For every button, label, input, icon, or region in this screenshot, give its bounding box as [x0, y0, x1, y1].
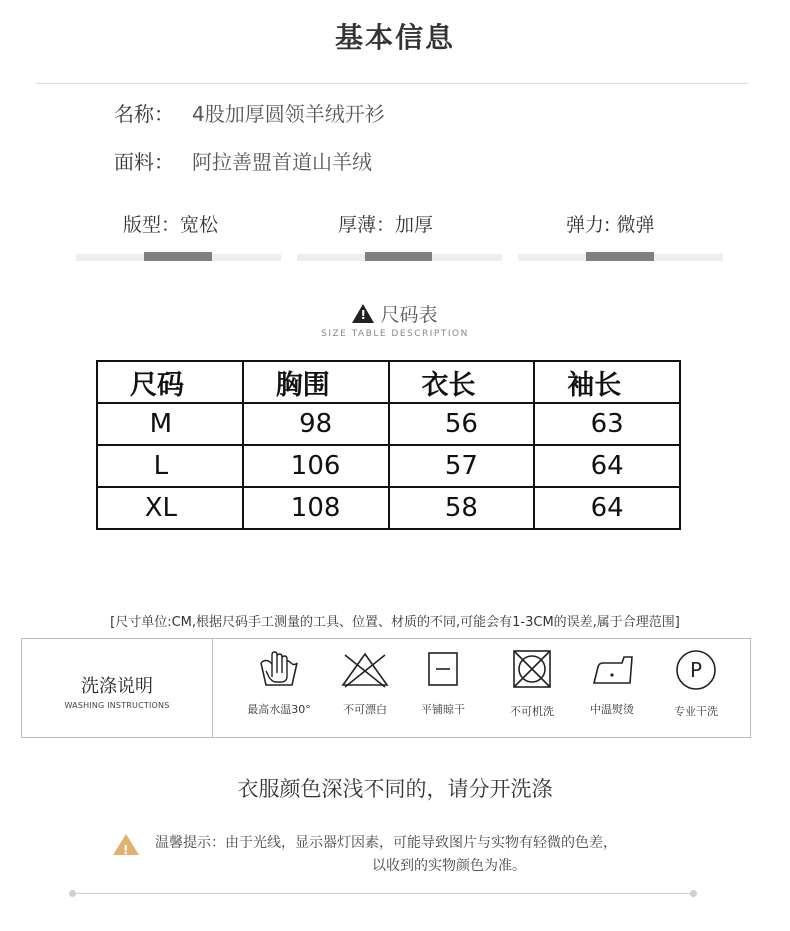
washing-instructions-panel — [21, 638, 751, 738]
table-row — [97, 403, 680, 445]
measurement-note: [尺寸单位:CM,根据尺码手工测量的工具、位置、材质的不同,可能会有1-3CM的误差,属于合理范围] — [110, 615, 680, 630]
hand-wash-icon — [257, 649, 301, 689]
cell-size: XL — [97, 487, 243, 529]
fit-scale-marker — [144, 252, 212, 261]
cell-length: 58 — [389, 487, 535, 529]
tip-line-2: 以收到的实物颜色为准。 — [372, 858, 526, 874]
header-length: 衣长 — [389, 361, 535, 403]
fabric-label: 面料： — [114, 150, 174, 174]
size-table — [96, 360, 681, 530]
header-chest: 胸围 — [243, 361, 389, 403]
cell-length: 57 — [389, 445, 535, 487]
cell-sleeve: 63 — [534, 403, 680, 445]
table-row — [97, 445, 680, 487]
info-name-row — [114, 98, 385, 127]
wash-item-no-bleach — [320, 649, 410, 717]
wash-item-label: 最高水温30° — [247, 703, 311, 716]
cell-size: M — [97, 403, 243, 445]
washing-title: 洗涤说明 — [81, 676, 153, 697]
cell-length: 56 — [389, 403, 535, 445]
iron-medium-icon — [586, 649, 638, 689]
thickness-attribute: 厚薄：加厚 — [338, 214, 434, 236]
cell-chest: 108 — [243, 487, 389, 529]
wash-item-dry-flat — [398, 649, 488, 717]
fabric-value: 阿拉善盟首道山羊绒 — [192, 150, 372, 174]
info-fabric-row — [114, 146, 372, 175]
table-row — [97, 487, 680, 529]
wash-item-dry-clean — [651, 649, 741, 719]
thickness-scale-marker — [365, 252, 432, 261]
divider-dot-right — [690, 890, 697, 897]
size-table-subtitle: SIZE TABLE DESCRIPTION — [321, 329, 469, 339]
table-header-row — [97, 361, 680, 403]
cell-sleeve: 64 — [534, 487, 680, 529]
tip-line-1: 温馨提示：由于光线，显示器灯因素，可能导致图片与实物有轻微的色差， — [155, 835, 617, 851]
washing-subtitle: WASHING INSTRUCTIONS — [64, 701, 170, 710]
header-size: 尺码 — [97, 361, 243, 403]
no-bleach-icon — [339, 649, 391, 689]
size-table-heading — [0, 300, 790, 339]
warning-icon — [352, 304, 374, 323]
name-label: 名称： — [114, 102, 174, 126]
wash-item-label: 专业干洗 — [674, 705, 718, 718]
no-machine-wash-icon — [510, 649, 554, 691]
caution-icon — [113, 834, 139, 855]
wash-item-iron-medium — [567, 649, 657, 717]
header-sleeve: 袖长 — [534, 361, 680, 403]
tip-text — [155, 832, 617, 878]
name-value: 4股加厚圆领羊绒开衫 — [192, 102, 385, 126]
title-divider — [36, 83, 748, 84]
wash-item-label: 中温熨烫 — [590, 703, 634, 716]
stretch-attribute: 弹力: 微弹 — [566, 214, 655, 236]
divider-dot-left — [69, 890, 76, 897]
bottom-divider — [73, 893, 693, 894]
wash-item-no-machine-wash — [487, 649, 577, 719]
washing-title-block — [22, 639, 213, 737]
cell-chest: 98 — [243, 403, 389, 445]
cell-size: L — [97, 445, 243, 487]
fit-attribute: 版型：宽松 — [123, 214, 219, 236]
cell-chest: 106 — [243, 445, 389, 487]
page-title: 基本信息 — [334, 21, 455, 54]
wash-item-label: 平铺晾干 — [421, 703, 465, 716]
wash-item-hand-wash — [234, 649, 324, 717]
cell-sleeve: 64 — [534, 445, 680, 487]
svg-text:P: P — [689, 658, 703, 682]
wash-item-label: 不可机洗 — [510, 705, 554, 718]
color-wash-note: 衣服颜色深浅不同的，请分开洗涤 — [237, 777, 553, 801]
dry-flat-icon — [423, 649, 463, 689]
size-table-title: 尺码表 — [380, 304, 438, 326]
stretch-scale-marker — [586, 252, 654, 261]
dry-clean-icon — [674, 649, 718, 691]
wash-item-label: 不可漂白 — [343, 703, 387, 716]
